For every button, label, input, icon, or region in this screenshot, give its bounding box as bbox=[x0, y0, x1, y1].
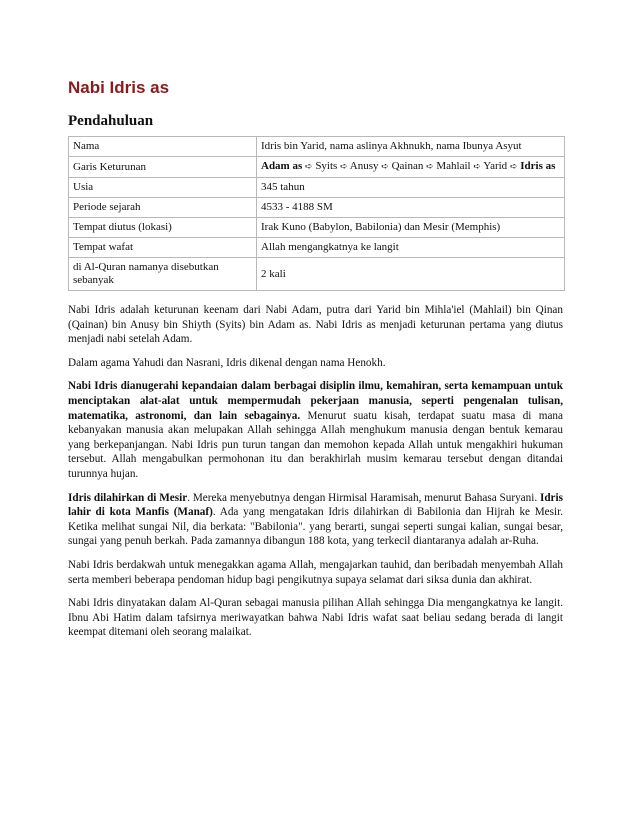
row-key: Usia bbox=[69, 178, 257, 198]
lineage-value bbox=[257, 157, 565, 178]
lineage-item: Mahlail bbox=[436, 160, 471, 172]
paragraph bbox=[68, 379, 563, 481]
arrow-icon: ➪ bbox=[381, 162, 389, 172]
document-page bbox=[68, 78, 563, 640]
lineage-item: Syits bbox=[315, 160, 338, 172]
lineage-item: Yarid bbox=[483, 160, 508, 172]
table-row bbox=[69, 157, 565, 178]
paragraph-text: . Mereka menyebutnya dengan Hirmisal Haramisah, menurut Bahasa Suryani. bbox=[187, 491, 540, 504]
paragraph bbox=[68, 491, 563, 549]
document-title: Nabi Idris as bbox=[68, 78, 170, 97]
paragraph-text: Menurut suatu kisah, terdapat suatu masa di mana kebanyakan manusia akan melupakan Allah sehingga Allah menghukum manusia dengan bentuk kemarau yang berkepanjangan. Nabi Idris pun turun tangan dan memohon kepada Allah untuk mengakhiri hukuman tersebut. Allah mengabulkan permohonan itu dan berakhirlah musim kemarau tersebut dengan ditandai turunnya hujan. bbox=[68, 409, 563, 480]
row-key: Garis Keturunan bbox=[69, 157, 257, 178]
table-row bbox=[69, 238, 565, 258]
lineage-item: Anusy bbox=[349, 160, 379, 172]
bold-text: Nabi Idris dianugerahi kepandaian dalam berbagai disiplin ilmu, kemahiran, serta kemampuan untuk menciptakan alat-alat untuk mempermudah pekerjaan manusia, seperti pengenalan tulisan, matematika, astronomi, dan lain sebagainya. bbox=[68, 380, 563, 422]
arrow-icon: ➪ bbox=[509, 162, 518, 172]
table-row bbox=[69, 258, 565, 291]
row-value: 4533 - 4188 SM bbox=[257, 198, 565, 218]
row-value: 2 kali bbox=[257, 258, 565, 291]
lineage-item: Qainan bbox=[391, 160, 424, 172]
row-key: di Al-Quran namanya disebutkan sebanyak bbox=[69, 258, 257, 291]
paragraph: Dalam agama Yahudi dan Nasrani, Idris dikenal dengan nama Henokh. bbox=[68, 356, 386, 369]
row-value: Idris bin Yarid, nama aslinya Akhnukh, nama Ibunya Asyut bbox=[257, 137, 565, 157]
row-key: Tempat diutus (lokasi) bbox=[69, 218, 257, 238]
row-key: Periode sejarah bbox=[69, 198, 257, 218]
table-row bbox=[69, 198, 565, 218]
row-key: Nama bbox=[69, 137, 257, 157]
arrow-icon: ➪ bbox=[340, 162, 348, 172]
section-heading: Pendahuluan bbox=[68, 113, 154, 129]
table-row bbox=[69, 137, 565, 157]
paragraph: Nabi Idris berdakwah untuk menegakkan agama Allah, mengajarkan tauhid, dan beribadah menyembah Allah serta memberi beberapa pendoman hidup bagi pengikutnya supaya selamat dari siksa dunia dan akhirat. bbox=[68, 558, 563, 586]
paragraph: Nabi Idris adalah keturunan keenam dari Nabi Adam, putra dari Yarid bin Mihla'iel (Mahlail) bin Qinan (Qainan) bin Anusy bin Shiyth (Syits) bin Adam as. Nabi Idris as menjadi keturunan pertama yang diutus menjadi nabi setelah Adam. bbox=[68, 304, 563, 346]
row-value: Irak Kuno (Babylon, Babilonia) dan Mesir (Memphis) bbox=[257, 218, 565, 238]
paragraph-text: . Ada yang mengatakan Idris dilahirkan di Babilonia dan Hijrah ke Mesir. Ketika melihat sungai Nil, dia berkata: "Babilonia". yang berarti, sungai seperti sungai kalian, sungai besar, sungai yang penuh berkah. Pada zamannya dibangun 188 kota, yang terkecil diantaranya adalah ar-Ruha. bbox=[68, 506, 563, 548]
arrow-icon: ➪ bbox=[426, 162, 434, 172]
row-key: Tempat wafat bbox=[69, 238, 257, 258]
info-table bbox=[68, 136, 565, 291]
arrow-icon: ➪ bbox=[473, 162, 481, 172]
bold-text: Idris lahir di kota Manfis (Manaf) bbox=[68, 491, 563, 519]
table-row bbox=[69, 178, 565, 198]
paragraph: Nabi Idris dinyatakan dalam Al-Quran sebagai manusia pilihan Allah sehingga Dia mengangkatnya ke langit. Ibnu Abi Hatim dalam tafsirnya meriwayatkan bahwa Nabi Idris wafat saat beliau sedang berada di langit keempat ditemani oleh seorang malaikat. bbox=[68, 597, 563, 639]
lineage-item: Adam as bbox=[261, 160, 303, 172]
table-row bbox=[69, 218, 565, 238]
bold-text: Idris dilahirkan di Mesir bbox=[68, 491, 188, 504]
row-value: Allah mengangkatnya ke langit bbox=[257, 238, 565, 258]
lineage-item: Idris as bbox=[520, 160, 556, 172]
row-value: 345 tahun bbox=[257, 178, 565, 198]
arrow-icon: ➪ bbox=[305, 162, 313, 172]
